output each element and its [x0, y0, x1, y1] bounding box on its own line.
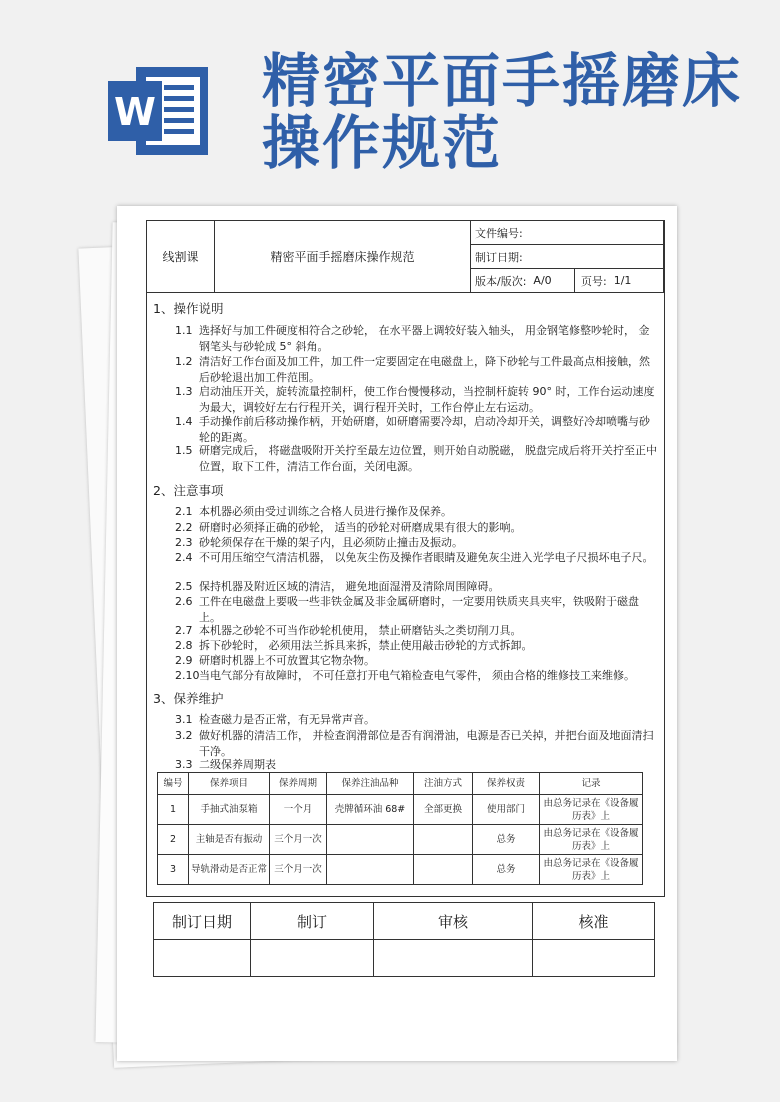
- table-header-row: [158, 773, 643, 795]
- table-row: [158, 855, 643, 885]
- section-title: 1、操作说明: [153, 301, 224, 316]
- section-title: 3、保养维护: [153, 691, 224, 706]
- table-cell: 由总务记录在《设备履历表》上: [540, 855, 643, 885]
- item-text: 砂轮须保存在干燥的架子内，且必须防止撞击及振动。: [199, 536, 463, 549]
- item-number: 3.2: [175, 729, 193, 742]
- item-text: 研磨完成后， 将磁盘吸附开关拧至最左边位置，则开始自动脱磁， 脱盘完成后将开关拧至正中位置，取下工件，清洁工作台面，关闭电源。: [199, 444, 657, 473]
- table-cell: 一个月: [270, 795, 327, 825]
- column-header: 保养权责: [473, 773, 540, 795]
- item-number: 2.4: [175, 551, 193, 564]
- item-text: 当电气部分有故障时， 不可任意打开电气箱检查电气零件， 须由合格的维修技工来维修。: [199, 669, 635, 682]
- signoff-cell[interactable]: [154, 940, 251, 977]
- table-row: [158, 795, 643, 825]
- item-text: 二级保养周期表: [199, 758, 276, 771]
- item-number: 2.3: [175, 536, 193, 549]
- doc-title-cell: [215, 221, 471, 293]
- file-no-cell: [471, 221, 664, 245]
- signoff-table: [153, 902, 655, 977]
- item-number: 2.6: [175, 595, 193, 608]
- date-cell: [471, 245, 664, 269]
- banner-title-line2: 操作规范: [262, 109, 503, 177]
- item-text: 拆下砂轮时， 必须用法兰拆具来拆，禁止使用敲击砂轮的方式拆卸。: [199, 639, 533, 652]
- item-text: 研磨时机器上不可放置其它物杂物。: [199, 654, 375, 667]
- doc-title: 精密平面手摇磨床操作规范: [270, 250, 415, 264]
- table-cell: 2: [158, 825, 189, 855]
- item-number: 1.4: [175, 415, 193, 428]
- signoff-row: [154, 940, 655, 977]
- section-title: 2、注意事项: [153, 483, 224, 498]
- signoff-header: 审核: [374, 903, 533, 940]
- item-text: 启动油压开关，旋转流量控制杆，使工作台慢慢移动，当控制杆旋转 90° 时，工作台运动速度为最大，调较好左右行程开关，调行程开关时，工作台停止左右运动。: [199, 385, 655, 414]
- file-no-label: 文件编号:: [475, 226, 523, 240]
- table-cell: 三个月一次: [270, 825, 327, 855]
- column-header: 注油方式: [414, 773, 473, 795]
- signoff-header: 制订日期: [154, 903, 251, 940]
- banner-title-line1: 精密平面手摇磨床: [262, 47, 743, 115]
- item-number: 1.1: [175, 324, 193, 337]
- department-cell: [147, 221, 215, 293]
- page-label: 页号:: [581, 274, 607, 288]
- date-label: 制订日期:: [475, 250, 523, 264]
- item-text: 不可用压缩空气清洁机器， 以免灰尘伤及操作者眼睛及避免灰尘进入光学电子尺损坏电子尺。: [199, 551, 654, 564]
- item-text: 本机器必须由受过训练之合格人员进行操作及保养。: [199, 505, 452, 518]
- column-header: 编号: [158, 773, 189, 795]
- item-text: 研磨时必须择正确的砂轮， 适当的砂轮对研磨成果有很大的影响。: [199, 521, 522, 534]
- table-cell: 3: [158, 855, 189, 885]
- item-text: 工件在电磁盘上要吸一些非铁金属及非金属研磨时，一定要用铁质夹具夹牢，铁吸附于磁盘上。: [199, 595, 639, 624]
- svg-text:W: W: [114, 90, 156, 134]
- item-number: 2.7: [175, 624, 193, 637]
- version-cell: [471, 269, 575, 293]
- signoff-cell[interactable]: [374, 940, 533, 977]
- item-number: 1.5: [175, 444, 193, 457]
- table-cell: 全部更换: [414, 795, 473, 825]
- table-cell: [327, 825, 414, 855]
- signoff-cell[interactable]: [251, 940, 374, 977]
- page-banner-title: [262, 47, 762, 177]
- word-document-icon: [108, 67, 208, 155]
- procedure-form: [146, 220, 665, 897]
- column-header: 保养注油品种: [327, 773, 414, 795]
- item-number: 2.2: [175, 521, 193, 534]
- item-number: 2.9: [175, 654, 193, 667]
- signoff-header-row: [154, 903, 655, 940]
- maintenance-schedule-table: [157, 772, 643, 885]
- table-cell: 三个月一次: [270, 855, 327, 885]
- table-cell: 由总务记录在《设备履历表》上: [540, 825, 643, 855]
- version-label: 版本/版次:: [475, 274, 527, 288]
- signoff-header: 核准: [533, 903, 655, 940]
- table-cell: 导轨滑动是否正常: [189, 855, 270, 885]
- table-cell: 总务: [473, 855, 540, 885]
- item-text: 选择好与加工件硬度相符合之砂轮， 在水平器上调较好装入轴头， 用金钢笔修整吵轮时， 金钢笔头与砂轮成 5° 斜角。: [199, 324, 650, 353]
- item-number: 3.1: [175, 713, 193, 726]
- item-number: 3.3: [175, 758, 193, 771]
- table-row: [158, 825, 643, 855]
- form-header: [147, 221, 664, 293]
- item-text: 保持机器及附近区域的清洁， 避免地面湿滑及清除周围障碍。: [199, 580, 500, 593]
- table-cell: 使用部门: [473, 795, 540, 825]
- table-cell: 由总务记录在《设备履历表》上: [540, 795, 643, 825]
- item-text: 做好机器的清洁工作， 并检查润滑部位是否有润滑油，电源是否已关掉，并把台面及地面清扫干净。: [199, 729, 654, 758]
- table-cell: 手抽式油泵箱: [189, 795, 270, 825]
- column-header: 记录: [540, 773, 643, 795]
- signoff-header: 制订: [251, 903, 374, 940]
- item-text: 手动操作前后移动操作柄，开始研磨，如研磨需要冷却，启动冷却开关，调整好冷却喷嘴与砂轮的距离。: [199, 415, 650, 444]
- table-cell: 1: [158, 795, 189, 825]
- item-text: 本机器之砂轮不可当作砂轮机使用， 禁止研磨钻头之类切削刀具。: [199, 624, 522, 637]
- table-cell: 壳牌循环油 68#: [327, 795, 414, 825]
- table-cell: 主轴是否有振动: [189, 825, 270, 855]
- table-cell: [414, 855, 473, 885]
- column-header: 保养周期: [270, 773, 327, 795]
- item-text: 检查磁力是否正常，有无异常声音。: [199, 713, 375, 726]
- item-number: 2.5: [175, 580, 193, 593]
- item-number: 1.2: [175, 355, 193, 368]
- item-text: 清洁好工作台面及加工件，加工件一定要固定在电磁盘上，降下砂轮与工件最高点相接触，然后砂轮退出加工件范围。: [199, 355, 650, 384]
- version-value: A/0: [533, 274, 552, 287]
- item-number: 2.8: [175, 639, 193, 652]
- signoff-cell[interactable]: [533, 940, 655, 977]
- page-cell: [575, 269, 664, 293]
- column-header: 保养项目: [189, 773, 270, 795]
- item-number: 1.3: [175, 385, 193, 398]
- table-cell: [327, 855, 414, 885]
- table-cell: [414, 825, 473, 855]
- table-cell: 总务: [473, 825, 540, 855]
- item-number: 2.10: [175, 669, 200, 682]
- page-value: 1/1: [613, 274, 632, 287]
- department-label: 线割课: [162, 250, 199, 264]
- item-number: 2.1: [175, 505, 193, 518]
